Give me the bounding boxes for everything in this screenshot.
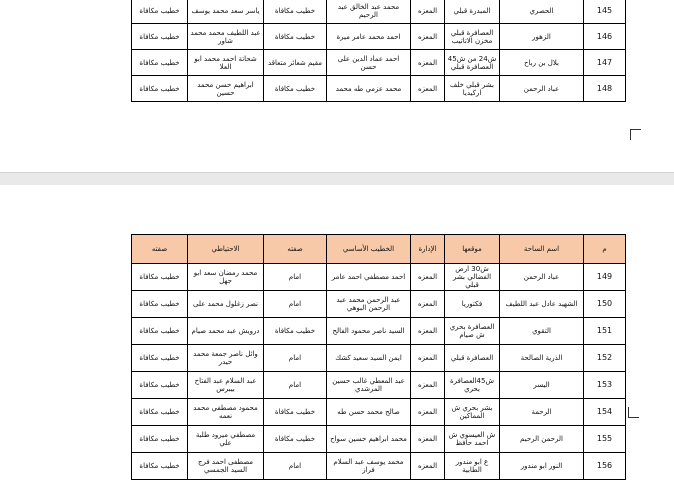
backup-khatib-cell: مصطفى احمد فرج السيد الجمسي bbox=[188, 453, 264, 480]
khatib-role-cell: خطيب مكافاة bbox=[264, 426, 327, 453]
administration-cell: المعزه bbox=[411, 50, 445, 76]
row-number-cell: 152 bbox=[584, 345, 626, 372]
area-name-cell: الزهور bbox=[500, 24, 584, 50]
main-khatib-cell: محمد يوسف عبد السلام فراز bbox=[327, 453, 411, 480]
administration-cell: المعزه bbox=[411, 426, 445, 453]
area-name-cell: التقوي bbox=[500, 318, 584, 345]
main-khatib-cell: محمد ابراهيم حسين سواح bbox=[327, 426, 411, 453]
location-cell: العصافرة قبلي bbox=[445, 345, 500, 372]
previous-page bbox=[0, 0, 674, 172]
khatib-role-cell: امام bbox=[264, 345, 327, 372]
main-khatib-cell: صالح محمد حسن طه bbox=[327, 399, 411, 426]
header-location: موقعها bbox=[445, 235, 500, 264]
row-number-cell: 153 bbox=[584, 372, 626, 399]
khatib-role-cell: خطيب مكافاة bbox=[264, 76, 327, 102]
backup-khatib-cell: مصطفي ميرود طلبة علي bbox=[188, 426, 264, 453]
backup-khatib-cell: ياسر سعد محمد يوسف bbox=[188, 0, 264, 24]
row-number-cell: 145 bbox=[584, 0, 626, 24]
backup-role-cell: خطيب مكافاة bbox=[132, 291, 188, 318]
main-khatib-cell: محمد عزمي طه محمد bbox=[327, 76, 411, 102]
table-row bbox=[132, 345, 626, 372]
backup-role-cell: خطيب مكافاة bbox=[132, 453, 188, 480]
mosque-schedule-table bbox=[131, 234, 626, 480]
page-corner-mark bbox=[630, 129, 641, 140]
khatib-role-cell: مقيم شعائر متعاقد bbox=[264, 50, 327, 76]
khatib-role-cell: امام bbox=[264, 372, 327, 399]
main-khatib-cell: عبد المعطي غالب حسين المرشدي bbox=[327, 372, 411, 399]
administration-cell: المعزه bbox=[411, 399, 445, 426]
khatib-role-cell: امام bbox=[264, 264, 327, 291]
area-name-cell: عباد الرحمن bbox=[500, 264, 584, 291]
khatib-role-cell: خطيب مكافاة bbox=[264, 318, 327, 345]
row-number-cell: 148 bbox=[584, 76, 626, 102]
khatib-role-cell: امام bbox=[264, 453, 327, 480]
backup-role-cell: خطيب مكافاة bbox=[132, 264, 188, 291]
table-row bbox=[132, 453, 626, 480]
row-number-cell: 151 bbox=[584, 318, 626, 345]
main-khatib-cell: ايمن السيد سعيد كشك bbox=[327, 345, 411, 372]
header-area: اسم الساحة bbox=[500, 235, 584, 264]
administration-cell: المعزه bbox=[411, 0, 445, 24]
khatib-role-cell: خطيب مكافاة bbox=[264, 399, 327, 426]
location-cell: المبدرة قبلي bbox=[445, 0, 500, 24]
location-cell: ش45العصافرة بحري bbox=[445, 372, 500, 399]
table-row bbox=[132, 372, 626, 399]
backup-role-cell: خطيب مكافاة bbox=[132, 0, 188, 24]
backup-khatib-cell: شحاتة احمد محمد ابو العلا bbox=[188, 50, 264, 76]
row-number-cell: 147 bbox=[584, 50, 626, 76]
backup-khatib-cell: عبد اللطيف محمد محمد شاور bbox=[188, 24, 264, 50]
khatib-role-cell: خطيب مكافاة bbox=[264, 0, 327, 24]
administration-cell: المعزه bbox=[411, 24, 445, 50]
backup-khatib-cell: نصر زغلول محمد على bbox=[188, 291, 264, 318]
header-number: م bbox=[584, 235, 626, 264]
row-number-cell: 146 bbox=[584, 24, 626, 50]
location-cell: ش24 من ش45 العصافرة قبلي bbox=[445, 50, 500, 76]
location-cell: بشر بحري ش المماكين bbox=[445, 399, 500, 426]
administration-cell: المعزه bbox=[411, 76, 445, 102]
backup-role-cell: خطيب مكافاة bbox=[132, 318, 188, 345]
table-row bbox=[132, 291, 626, 318]
main-khatib-cell: احمد محمد عامر ميرة bbox=[327, 24, 411, 50]
administration-cell: المعزه bbox=[411, 291, 445, 318]
administration-cell: المعزه bbox=[411, 264, 445, 291]
page-gap bbox=[0, 172, 674, 186]
backup-role-cell: خطيب مكافاة bbox=[132, 50, 188, 76]
header-admin: الإدارة bbox=[411, 235, 445, 264]
row-number-cell: 154 bbox=[584, 399, 626, 426]
header-backup: الاحتياطي bbox=[188, 235, 264, 264]
area-name-cell: الذرية الصالحة bbox=[500, 345, 584, 372]
row-number-cell: 149 bbox=[584, 264, 626, 291]
main-khatib-cell: احمد عماد الدين على حسن bbox=[327, 50, 411, 76]
backup-khatib-cell: درويش عبد محمد صيام bbox=[188, 318, 264, 345]
administration-cell: المعزه bbox=[411, 453, 445, 480]
backup-role-cell: خطيب مكافاة bbox=[132, 426, 188, 453]
area-name-cell: الحصري bbox=[500, 0, 584, 24]
khatib-role-cell: امام bbox=[264, 291, 327, 318]
backup-role-cell: خطيب مكافاة bbox=[132, 345, 188, 372]
administration-cell: المعزه bbox=[411, 318, 445, 345]
location-cell: ش العيسوي ش احمد حافظ bbox=[445, 426, 500, 453]
table-header-row bbox=[132, 235, 626, 264]
header-role-backup: صفته bbox=[132, 235, 188, 264]
khatib-role-cell: خطيب مكافاة bbox=[264, 24, 327, 50]
area-name-cell: اليسر bbox=[500, 372, 584, 399]
table-row bbox=[132, 426, 626, 453]
administration-cell: المعزه bbox=[411, 372, 445, 399]
location-cell: ع ابو مندور الطابية bbox=[445, 453, 500, 480]
backup-role-cell: خطيب مكافاة bbox=[132, 399, 188, 426]
location-cell: العصافرة قبلي مخزن الاتاتيب bbox=[445, 24, 500, 50]
main-khatib-cell: محمد عبد الخالق عبد الرحيم bbox=[327, 0, 411, 24]
administration-cell: المعزه bbox=[411, 345, 445, 372]
backup-role-cell: خطيب مكافاة bbox=[132, 24, 188, 50]
area-name-cell: الرحمة bbox=[500, 399, 584, 426]
table-row bbox=[132, 264, 626, 291]
location-cell: العصافرة بحري ش صيام bbox=[445, 318, 500, 345]
area-name-cell: بلال بن رباح bbox=[500, 50, 584, 76]
table-row bbox=[132, 50, 626, 76]
backup-khatib-cell: محمد رمضان سعد ابو جهل bbox=[188, 264, 264, 291]
row-number-cell: 155 bbox=[584, 426, 626, 453]
row-number-cell: 150 bbox=[584, 291, 626, 318]
page-corner-mark bbox=[628, 407, 639, 418]
table-row bbox=[132, 24, 626, 50]
location-cell: بشر قبلي خلف اركيديا bbox=[445, 76, 500, 102]
area-name-cell: عباد الرحمن bbox=[500, 76, 584, 102]
backup-khatib-cell: ابراهيم حسن محمد حسين bbox=[188, 76, 264, 102]
table-row bbox=[132, 0, 626, 24]
backup-khatib-cell: محمود مصطفي محمد نعمه bbox=[188, 399, 264, 426]
table-row bbox=[132, 76, 626, 102]
main-khatib-cell: احمد مصطفي احمد عامر bbox=[327, 264, 411, 291]
main-khatib-cell: عبد الرحمن محمد عبد الرحمن البوهي bbox=[327, 291, 411, 318]
row-number-cell: 156 bbox=[584, 453, 626, 480]
area-name-cell: الرحمن الرحيم bbox=[500, 426, 584, 453]
area-name-cell: النور ابو مندور bbox=[500, 453, 584, 480]
area-name-cell: الشهيد عادل عبد اللطيف bbox=[500, 291, 584, 318]
main-khatib-cell: السيد ناصر محمود الفالح bbox=[327, 318, 411, 345]
backup-role-cell: خطيب مكافاة bbox=[132, 76, 188, 102]
table-row bbox=[132, 399, 626, 426]
backup-khatib-cell: عبد السلام عبد الفتاح بيبرس bbox=[188, 372, 264, 399]
backup-role-cell: خطيب مكافاة bbox=[132, 372, 188, 399]
mosque-schedule-table-continued bbox=[131, 0, 626, 102]
location-cell: فكتوريا bbox=[445, 291, 500, 318]
table-row bbox=[132, 318, 626, 345]
backup-khatib-cell: وائل ناصر جمعة محمد حيدر bbox=[188, 345, 264, 372]
header-khatib: الخطيب الأساسي bbox=[327, 235, 411, 264]
header-role: صفته bbox=[264, 235, 327, 264]
location-cell: ش30 ارض الفضالي بشر قبلي bbox=[445, 264, 500, 291]
